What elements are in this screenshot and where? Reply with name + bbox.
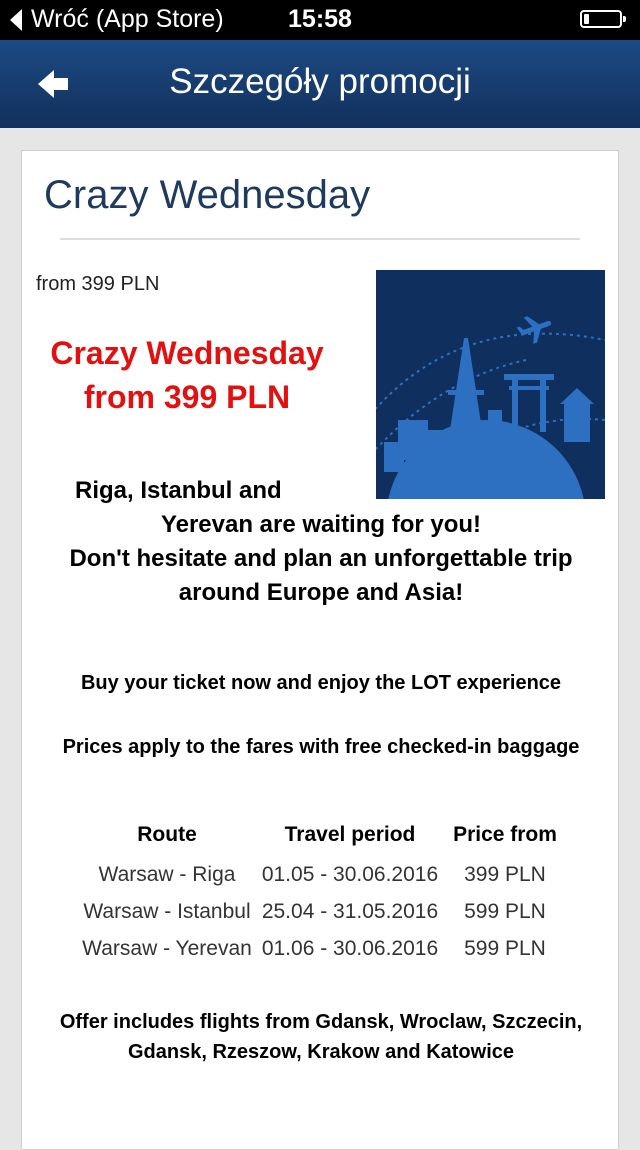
price-cell: 599 PLN [464, 937, 546, 960]
promotion-heading: Crazy Wednesday [44, 173, 371, 217]
status-time: 15:58 [288, 5, 352, 33]
globe-landmarks-airplane-icon [376, 270, 605, 499]
fare-note: Prices apply to the fares with free checked-in baggage [62, 736, 580, 758]
promo-text-line: Don't hesitate and plan an unforgettable trip [69, 545, 573, 572]
back-to-app-link[interactable]: Wróć (App Store) [31, 5, 224, 33]
divider [60, 238, 580, 240]
price-cell: 599 PLN [464, 900, 546, 923]
promotion-image [376, 270, 605, 499]
travel-period-cell: 25.04 - 31.05.2016 [261, 900, 439, 923]
promo-headline-line2: from 399 PLN [83, 379, 291, 415]
route-cell: Warsaw - Istanbul [83, 900, 251, 923]
promo-text-line: around Europe and Asia! [178, 579, 464, 606]
promo-text-line: Yerevan are waiting for you! [160, 511, 482, 538]
battery-level [584, 14, 589, 24]
table-row [79, 863, 565, 900]
route-cell: Warsaw - Yerevan [82, 937, 252, 960]
promo-text-line: Riga, Istanbul and [75, 477, 282, 504]
call-to-action-text: Buy your ticket now and enjoy the LOT experience [80, 672, 562, 694]
from-price-text: from 399 PLN [36, 273, 160, 295]
promo-headline-line1: Crazy Wednesday [50, 335, 324, 371]
promo-headline [22, 331, 352, 419]
table-row [79, 900, 565, 937]
travel-period-cell: 01.05 - 30.06.2016 [261, 863, 439, 886]
column-header-route: Route [137, 823, 197, 846]
routes-table [79, 823, 565, 974]
travel-period-cell: 01.06 - 30.06.2016 [261, 937, 439, 960]
table-header-row [79, 823, 565, 863]
column-header-price-from: Price from [453, 823, 557, 846]
table-row [79, 937, 565, 974]
column-header-travel-period: Travel period [284, 823, 416, 846]
price-cell: 399 PLN [464, 863, 546, 886]
battery-icon [580, 10, 622, 28]
promotion-card [21, 150, 619, 1150]
page-title: Szczegóły promocji [169, 62, 471, 101]
route-cell: Warsaw - Riga [98, 863, 236, 886]
navigation-bar [0, 40, 640, 128]
offer-footer-text: Offer includes flights from Gdansk, Wroclaw, Szczecin, Gdansk, Rzeszow, Krakow and Katowice [59, 1011, 583, 1063]
status-bar [0, 0, 640, 40]
